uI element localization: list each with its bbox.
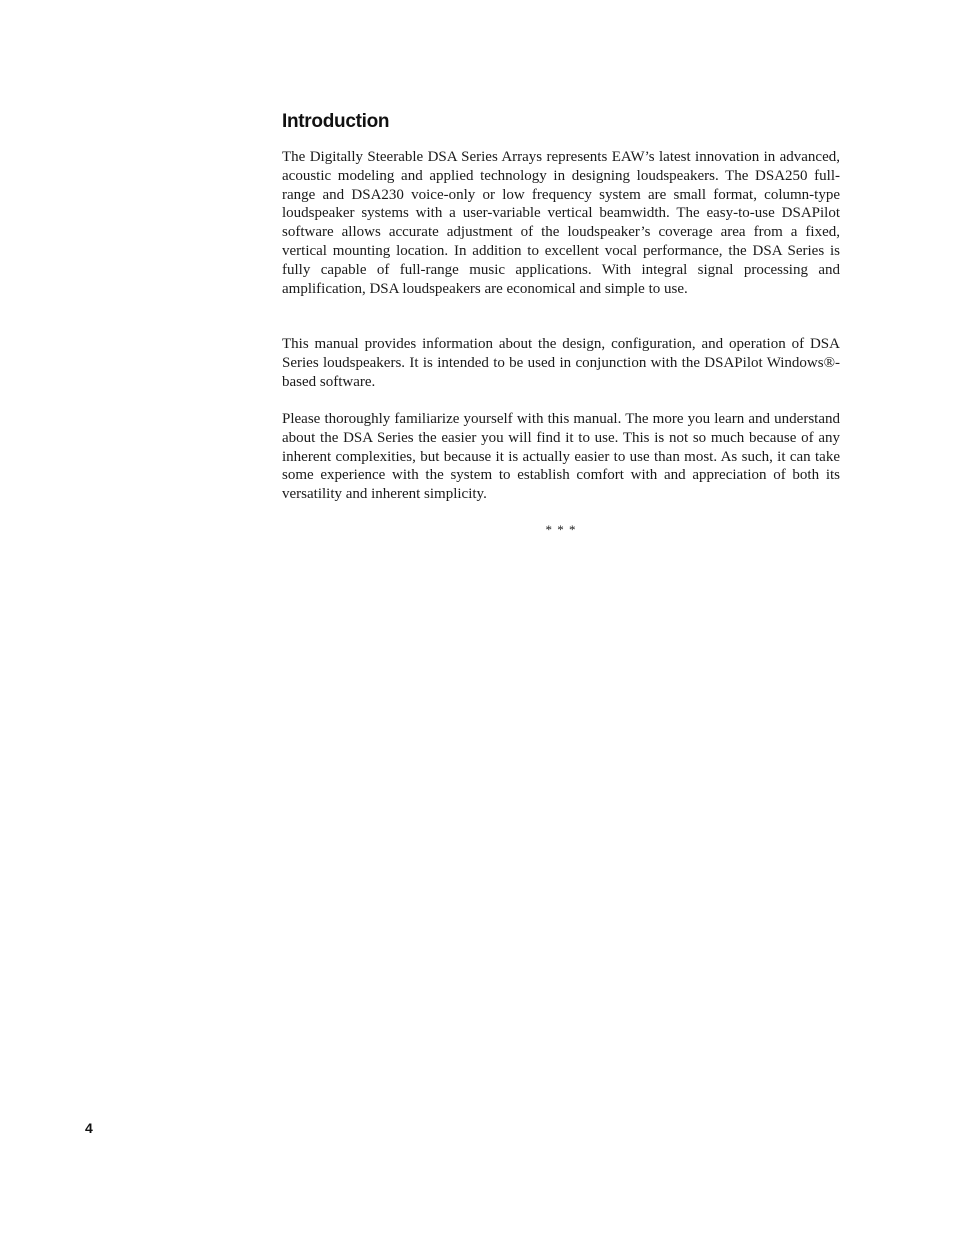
paragraph-overview: The Digitally Steerable DSA Series Arrays represents EAW’s latest innovation in advanced, acoustic modeling and applied technology in designing loudspeakers. The DSA250 full-range and DSA230 voice-only or low frequency system are small format, column-type loudspeaker systems with a user-variable vertical beamwidth. The easy-to-use DSAPilot software allows accurate adjustment of the loudspeaker’s coverage area from a fixed, vertical mounting location. In addition to excellent vocal performance, the DSA Series is fully capable of full-range music applications. With integral signal processing and amplification, DSA loudspeakers are economical and simple to use. xyxy=(282,149,840,297)
paragraph-manual-purpose: This manual provides information about the design, configuration, and operation of DSA Series loudspeakers. It is intended to be used in conjunction with the DSAPilot Windows®-based software. xyxy=(282,336,840,390)
page-number: 4 xyxy=(85,1120,93,1136)
section-separator: * * * xyxy=(545,522,577,537)
section-heading: Introduction xyxy=(282,111,390,132)
paragraph-familiarize: Please thoroughly familiarize yourself with this manual. The more you learn and understand about the DSA Series the easier you will find it to use. This is not so much because of any inherent complexities, but because it is actually easier to use than most. As such, it can take some experience with the system to establish comfort with and appreciation of both its versatility and inherent simplicity. xyxy=(282,411,840,503)
